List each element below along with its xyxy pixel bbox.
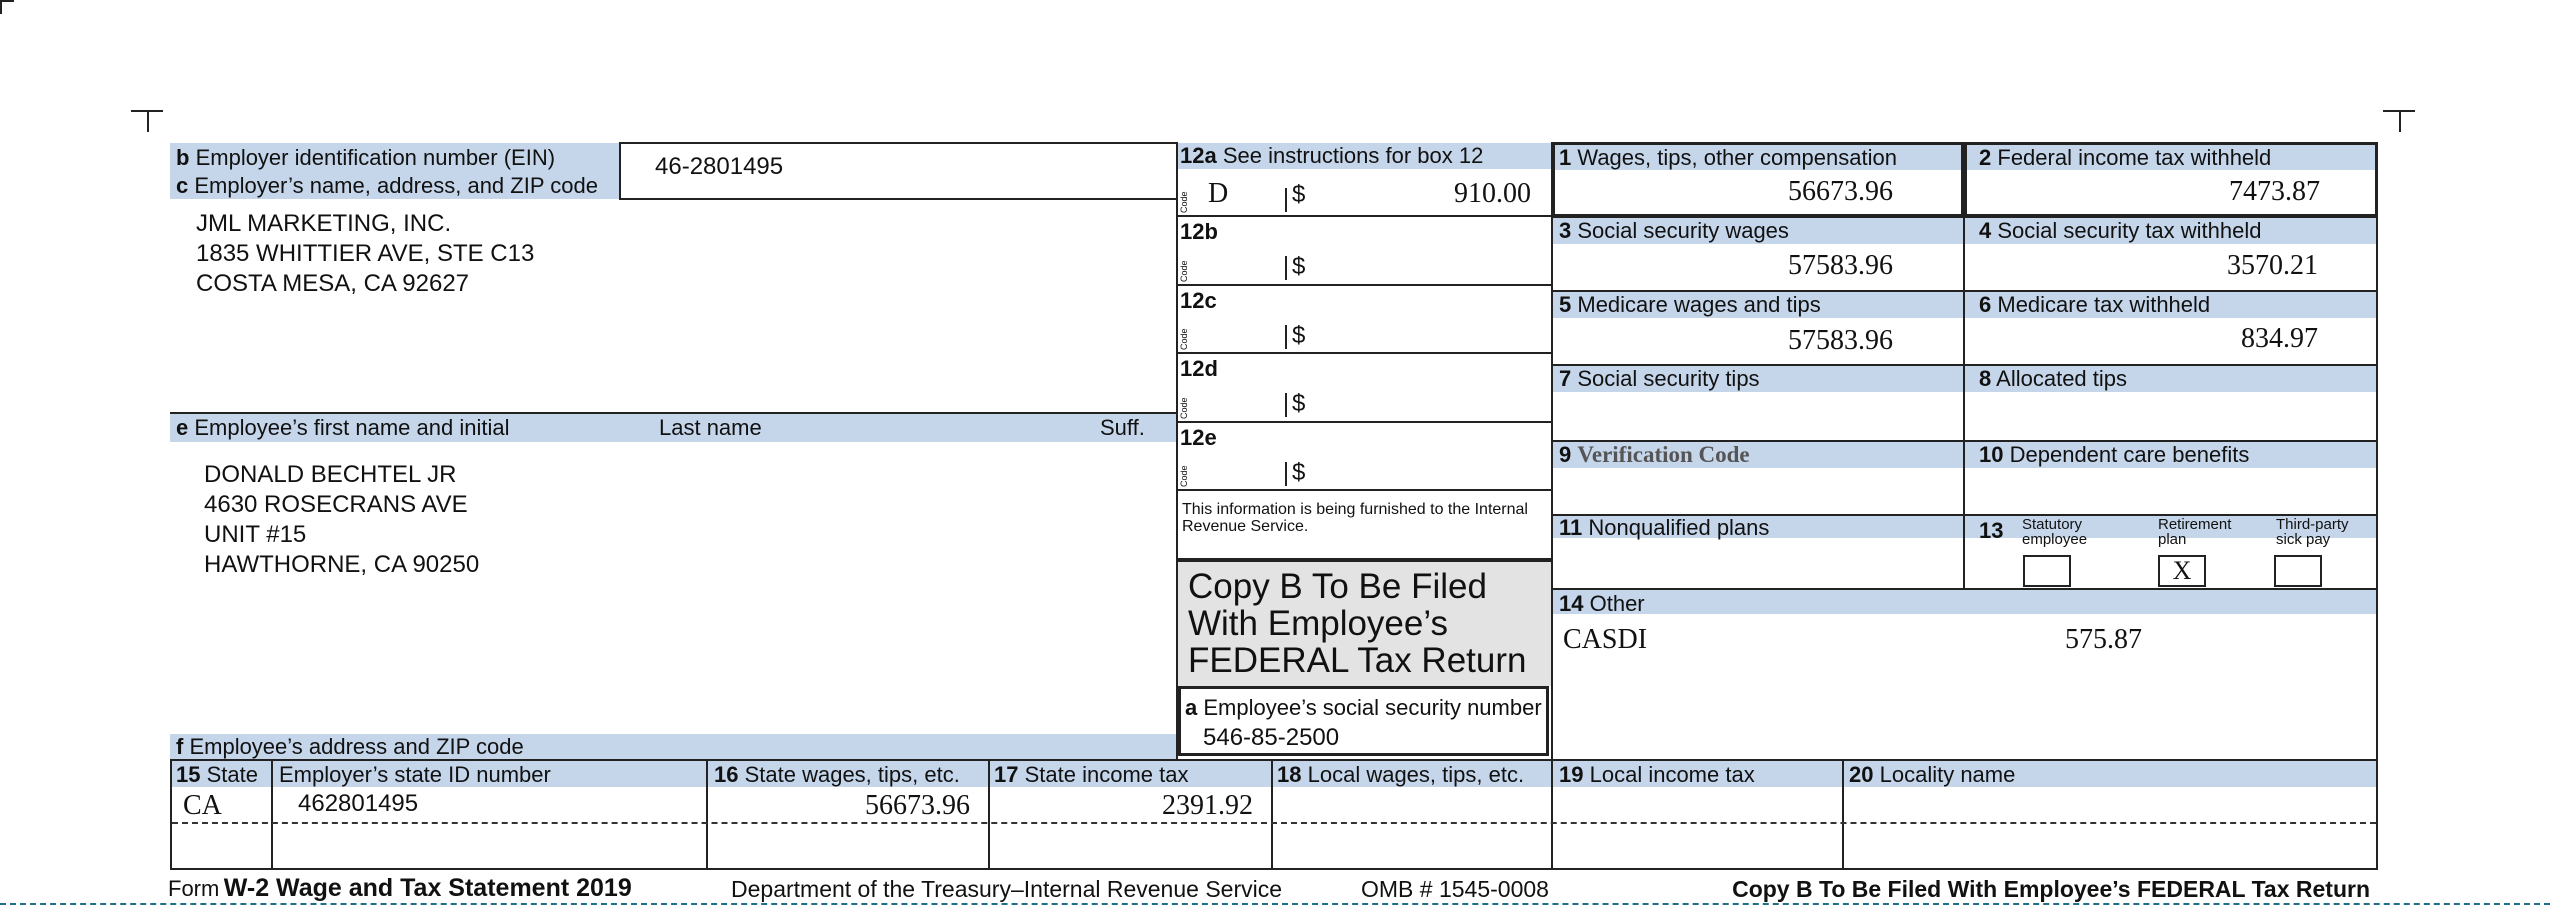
box-14-label: 14 Other <box>1559 591 1645 616</box>
employee-line-3: UNIT #15 <box>204 521 307 548</box>
crop-mark <box>0 0 14 2</box>
thirdparty-label: Third-party sick pay <box>2276 516 2349 548</box>
employee-first-name-label: e Employee’s first name and initial <box>176 415 510 440</box>
box-12a-label: 12a See instructions for box 12 <box>1180 143 1484 168</box>
copy-b-box <box>1178 560 1551 686</box>
box-18-label: 18 Local wages, tips, etc. <box>1277 762 1525 787</box>
crop-mark <box>147 110 149 132</box>
irs-notice: This information is being furnished to the Internal Revenue Service. <box>1182 501 1528 535</box>
crop-mark <box>2399 110 2401 132</box>
box-12a-code: D <box>1208 178 1229 209</box>
employee-line-2: 4630 ROSECRANS AVE <box>204 491 468 518</box>
box-1-label: 1 Wages, tips, other compensation <box>1559 145 1897 170</box>
department-text: Department of the Treasury–Internal Revenue Service <box>731 876 1283 902</box>
box-14-desc: CASDI <box>1563 624 1648 655</box>
employer-line-3: COSTA MESA, CA 92627 <box>196 270 470 297</box>
omb-number: OMB # 1545-0008 <box>1361 876 1549 902</box>
box-14-amount: 575.87 <box>2065 624 2142 655</box>
box-12d-label: 12d <box>1180 356 1218 381</box>
form-title: Form W-2 Wage and Tax Statement 2019 <box>168 874 632 902</box>
state-id-label: Employer’s state ID number <box>279 762 551 787</box>
box-12b-dollar: $ <box>1292 253 1306 280</box>
box-12e-dollar: $ <box>1292 459 1306 486</box>
box-3-label: 3 Social security wages <box>1559 218 1789 243</box>
employee-suffix-label: Suff. <box>1100 415 1145 440</box>
box-2-label: 2 Federal income tax withheld <box>1979 145 2272 170</box>
box-5-value: 57583.96 <box>1788 325 1893 356</box>
employee-address-label: f Employee’s address and ZIP code <box>176 734 524 759</box>
box-12e-label: 12e <box>1180 425 1217 450</box>
ssn-value: 546-85-2500 <box>1203 724 1340 751</box>
employee-last-name-label: Last name <box>659 415 762 440</box>
box-19-label: 19 Local income tax <box>1559 762 1755 787</box>
retirement-plan-checkbox[interactable]: X <box>2158 555 2206 587</box>
statutory-label: Statutory employee <box>2022 516 2088 548</box>
box-2-value: 7473.87 <box>2229 176 2320 207</box>
box-15-label: 15 State <box>176 762 258 787</box>
state-id-value: 462801495 <box>298 790 419 817</box>
employee-line-1: DONALD BECHTEL JR <box>204 461 457 488</box>
ein-label: b Employer identification number (EIN) <box>176 145 556 170</box>
ein-value: 46-2801495 <box>655 153 784 180</box>
box-13-label: 13 <box>1979 518 2004 543</box>
box-20-label: 20 Locality name <box>1849 762 2016 787</box>
code-label: Code <box>1179 191 1189 213</box>
box-4-value: 3570.21 <box>2227 250 2318 281</box>
box-12a-amount: 910.00 <box>1454 178 1531 209</box>
box-6-label: 6 Medicare tax withheld <box>1979 292 2211 317</box>
box-12c-dollar: $ <box>1292 322 1306 349</box>
box-16-label: 16 State wages, tips, etc. <box>714 762 960 787</box>
code-label: Code <box>1179 465 1189 487</box>
ssn-label: a Employee’s social security number <box>1185 695 1542 720</box>
box-4-label: 4 Social security tax withheld <box>1979 218 2262 243</box>
box-6-value: 834.97 <box>2241 323 2318 354</box>
box-1-value: 56673.96 <box>1788 176 1893 207</box>
retirement-label: Retirement plan <box>2158 516 2232 548</box>
copy-b-text: Copy B To Be Filed With Employee’s FEDERAL Tax Return <box>1188 567 1527 680</box>
employer-line-2: 1835 WHITTIER AVE, STE C13 <box>196 240 535 267</box>
state-wages-value: 56673.96 <box>865 790 970 821</box>
box-5-label: 5 Medicare wages and tips <box>1559 292 1821 317</box>
code-label: Code <box>1179 260 1189 282</box>
box-10-label: 10 Dependent care benefits <box>1979 442 2250 467</box>
state-value: CA <box>183 790 222 821</box>
box-8-label: 8 Allocated tips <box>1979 366 2128 391</box>
box-3-value: 57583.96 <box>1788 250 1893 281</box>
employer-line-1: JML MARKETING, INC. <box>196 210 452 237</box>
copy-b-footer: Copy B To Be Filed With Employee’s FEDERAL Tax Return <box>1732 876 2370 902</box>
third-party-sick-pay-checkbox[interactable] <box>2274 555 2322 587</box>
box-17-label: 17 State income tax <box>994 762 1189 787</box>
state-tax-value: 2391.92 <box>1162 790 1253 821</box>
perforation-line <box>0 903 2550 905</box>
employer-name-label: c Employer’s name, address, and ZIP code <box>176 173 598 198</box>
box-12d-dollar: $ <box>1292 390 1306 417</box>
box-12a-dollar: $ <box>1292 181 1306 208</box>
box-11-label: 11 Nonqualified plans <box>1559 515 1770 540</box>
employee-line-4: HAWTHORNE, CA 90250 <box>204 551 480 578</box>
code-label: Code <box>1179 328 1189 350</box>
code-label: Code <box>1179 397 1189 419</box>
statutory-employee-checkbox[interactable] <box>2023 555 2071 587</box>
crop-mark <box>0 0 2 14</box>
box-12c-label: 12c <box>1180 288 1217 313</box>
box-7-label: 7 Social security tips <box>1559 366 1760 391</box>
box-9-label: 9 Verification Code <box>1559 442 1750 467</box>
box-12b-label: 12b <box>1180 219 1218 244</box>
